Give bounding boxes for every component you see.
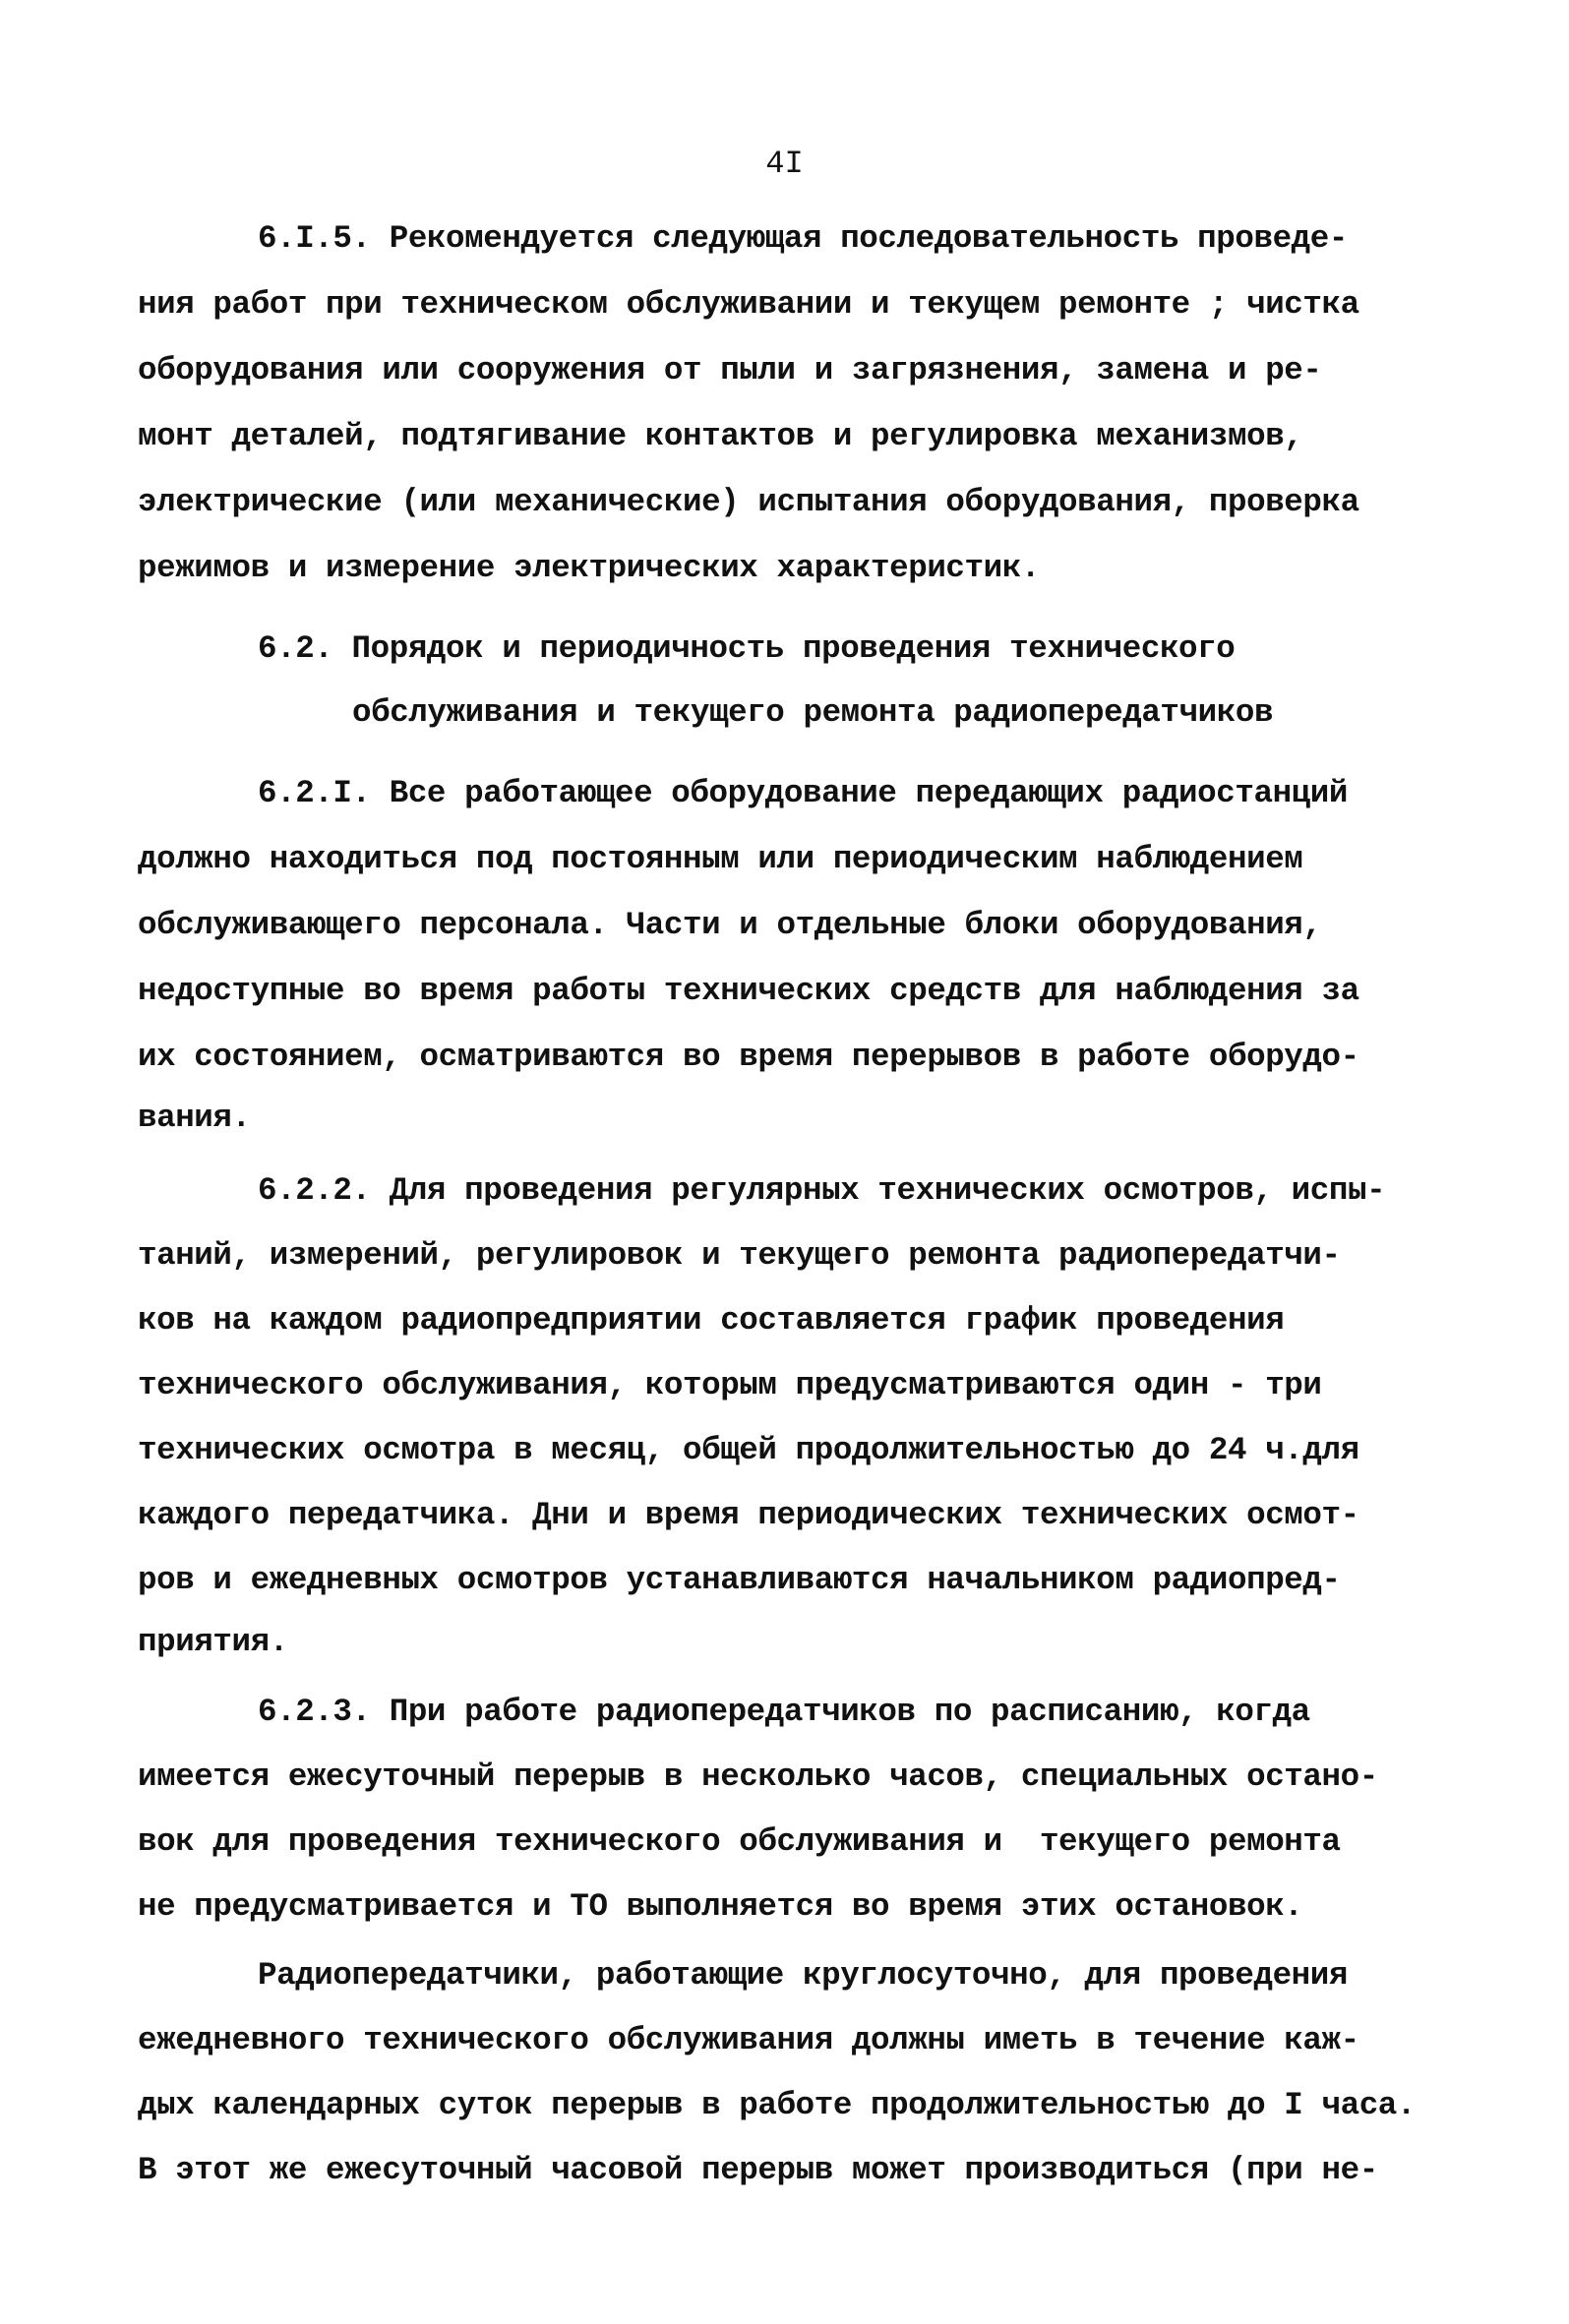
- text-line: электрические (или механические) испытания оборудования, проверка: [138, 484, 1359, 520]
- heading-line: обслуживания и текущего ремонта радиопередатчиков: [352, 694, 1274, 731]
- text-line: технических осмотра в месяц, общей продолжительностью до 24 ч.для: [138, 1432, 1359, 1468]
- text-line: В этот же ежесуточный часовой перерыв может производиться (при не-: [138, 2152, 1378, 2188]
- text-line: обслуживающего персонала. Части и отдельные блоки оборудования,: [138, 907, 1322, 943]
- text-line: вания.: [138, 1100, 251, 1136]
- text-line: технического обслуживания, которым предусматриваются один - три: [138, 1367, 1322, 1403]
- page-number: 4I: [765, 146, 804, 182]
- text-line: должно находиться под постоянным или периодическим наблюдением: [138, 841, 1303, 877]
- text-line: дых календарных суток перерыв в работе продолжительностью до I часа.: [138, 2087, 1417, 2123]
- text-line: ков на каждом радиопредприятии составляется график проведения: [138, 1302, 1285, 1339]
- heading-line: 6.2. Порядок и периодичность проведения технического: [258, 630, 1236, 667]
- text-line: недоступные во время работы технических средств для наблюдения за: [138, 973, 1359, 1009]
- text-line: имеется ежесуточный перерыв в несколько часов, специальных остано-: [138, 1758, 1378, 1795]
- text-line: вок для проведения технического обслуживания и текущего ремонта: [138, 1823, 1341, 1860]
- text-line: ния работ при техническом обслуживании и текущем ремонте ; чистка: [138, 286, 1359, 323]
- text-line: приятия.: [138, 1624, 288, 1660]
- text-line: 6.2.3. При работе радиопередатчиков по расписанию, когда: [258, 1694, 1310, 1730]
- text-line: таний, измерений, регулировок и текущего ремонта радиопередатчи-: [138, 1237, 1341, 1274]
- text-line: не предусматривается и ТО выполняется во время этих остановок.: [138, 1888, 1303, 1925]
- text-line: ров и ежедневных осмотров устанавливаются начальником радиопред-: [138, 1562, 1341, 1598]
- text-line: 6.2.I. Все работающее оборудование передающих радиостанций: [258, 775, 1348, 811]
- text-line: Радиопередатчики, работающие круглосуточно, для проведения: [258, 1957, 1348, 1994]
- text-line: 6.I.5. Рекомендуется следующая последовательность проведе-: [258, 220, 1348, 257]
- text-line: их состоянием, осматриваются во время перерывов в работе оборудо-: [138, 1039, 1359, 1075]
- text-line: оборудования или сооружения от пыли и загрязнения, замена и ре-: [138, 352, 1322, 388]
- text-line: ежедневного технического обслуживания должны иметь в течение каж-: [138, 2022, 1359, 2058]
- text-line: монт деталей, подтягивание контактов и регулировка механизмов,: [138, 418, 1303, 454]
- text-line: каждого передатчика. Дни и время периодических технических осмот-: [138, 1497, 1359, 1533]
- text-line: 6.2.2. Для проведения регулярных технических осмотров, испы-: [258, 1172, 1386, 1209]
- text-line: режимов и измерение электрических характеристик.: [138, 550, 1040, 586]
